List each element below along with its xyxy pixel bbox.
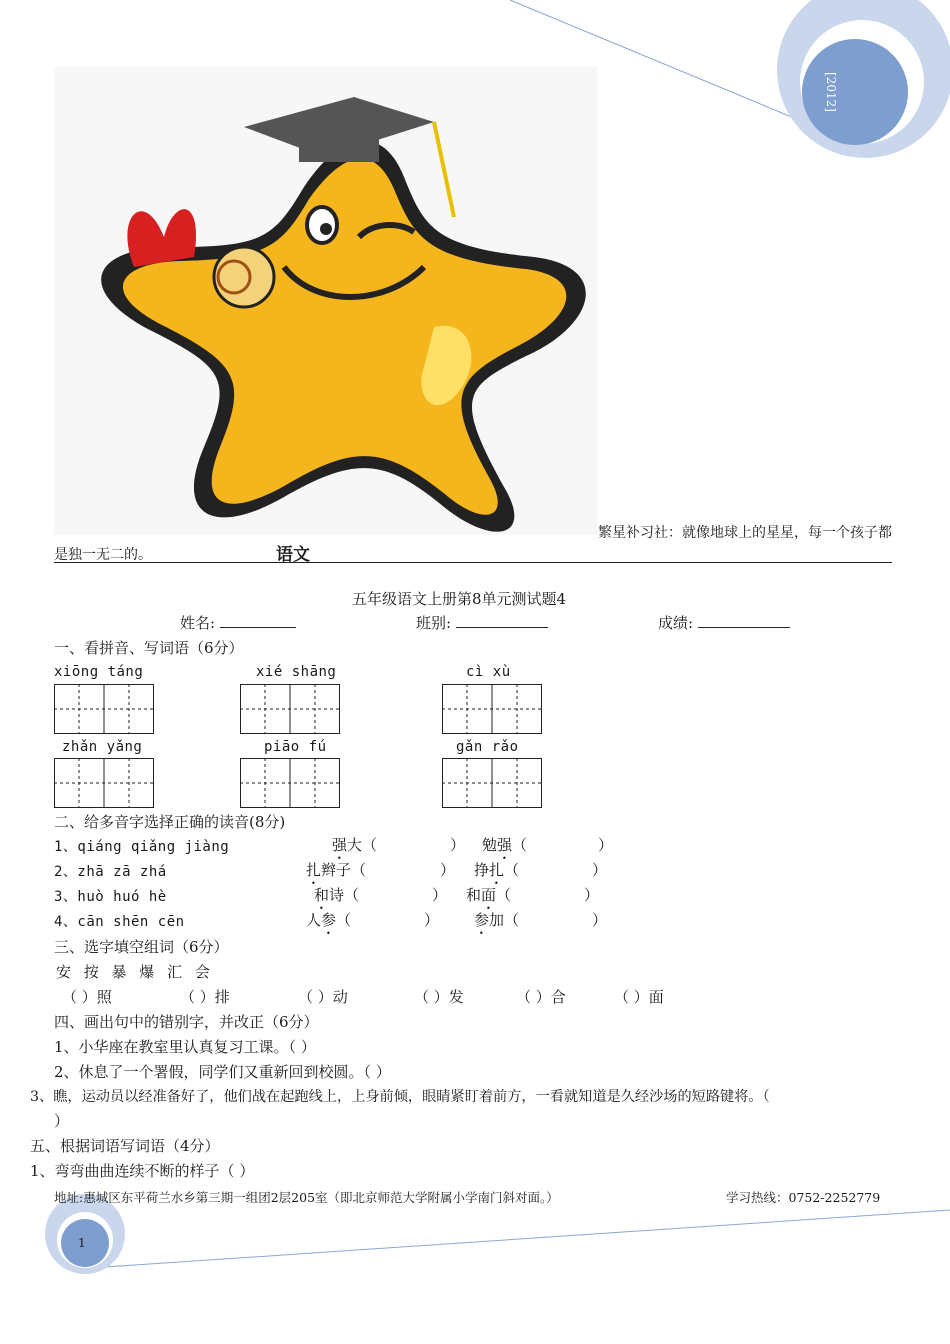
polyphone-close-4b: ）: [592, 911, 608, 929]
correction-sentence-1: 1、小华座在教室里认真复习工课。（ ）: [54, 1038, 316, 1056]
pinyin-1: xiōng táng: [54, 664, 144, 680]
word-rest: 辫子（: [321, 861, 367, 879]
section4-heading: 四、画出句中的错别字，并改正（6分）: [54, 1013, 319, 1031]
class-blank[interactable]: [456, 613, 548, 628]
motto-text-2: 是独一无二的。: [54, 547, 152, 563]
header-divider: [54, 562, 892, 563]
dotted-char: 参: [321, 911, 337, 929]
writing-grid-5[interactable]: [240, 758, 340, 808]
year-badge: [2012]: [824, 72, 838, 112]
dotted-char: 扎: [489, 861, 505, 879]
writing-grid-1[interactable]: [54, 684, 154, 734]
polyphone-label-2: 2、zhā zā zhá: [54, 864, 167, 880]
fill-blank-2[interactable]: （ ）排: [180, 988, 230, 1006]
name-field[interactable]: [180, 612, 296, 633]
polyphone-close-3a: ）: [432, 886, 448, 904]
section2-heading: 二、给多音字选择正确的读音(8分): [54, 813, 286, 831]
word-char: 和: [466, 886, 482, 904]
word-paren: （: [512, 836, 528, 854]
polyphone-close-4a: ）: [424, 911, 440, 929]
exam-title: 五年级语文上册第8单元测试题4: [352, 590, 567, 608]
class-field[interactable]: [416, 612, 548, 633]
page-number: 1: [78, 1236, 86, 1250]
writing-grid-3[interactable]: [442, 684, 542, 734]
char-options: 安 按 暴 爆 汇 会: [56, 963, 214, 981]
polyphone-label-3: 3、huò huó hè: [54, 889, 167, 905]
dotted-char: 强: [332, 836, 348, 854]
correction-sentence-3-end: ）: [54, 1112, 70, 1130]
word-char: 挣: [474, 861, 490, 879]
pinyin-5: piāo fú: [264, 739, 327, 755]
dotted-char: 和: [314, 886, 330, 904]
polyphone-word-4b: [474, 909, 519, 938]
polyphone-close-1b: ）: [598, 836, 614, 854]
name-blank[interactable]: [220, 613, 296, 628]
footer-address: 地址:惠城区东平荷兰水乡第三期一组团2层205室（即北京师范大学附属小学南门斜对面。）: [54, 1190, 559, 1205]
star-mascot-image: [54, 67, 597, 535]
pinyin-3: cì xù: [466, 664, 511, 680]
dotted-char: 参: [474, 911, 490, 929]
dotted-char: 扎: [306, 861, 322, 879]
dotted-char: 面: [481, 886, 497, 904]
polyphone-word-4a: [306, 909, 351, 938]
pinyin-4: zhǎn yǎng: [62, 739, 143, 755]
word-char: 人: [306, 911, 322, 929]
polyphone-close-1a: ）: [450, 836, 466, 854]
word-writing-1: 1、弯弯曲曲连续不断的样子（ ）: [30, 1162, 255, 1180]
word-paren: （: [496, 886, 512, 904]
word-rest: 加（: [489, 911, 520, 929]
fill-blank-6[interactable]: （ ）面: [614, 988, 664, 1006]
word-rest: 诗（: [329, 886, 360, 904]
polyphone-close-3b: ）: [584, 886, 600, 904]
dotted-char: 强: [497, 836, 513, 854]
fill-blank-1[interactable]: （ ）照: [62, 988, 112, 1006]
word-rest: 大（: [347, 836, 378, 854]
class-label: 班别:: [416, 614, 452, 632]
word-paren: （: [336, 911, 352, 929]
writing-grid-4[interactable]: [54, 758, 154, 808]
polyphone-label-4: 4、cān shēn cēn: [54, 914, 185, 930]
polyphone-close-2a: ）: [440, 861, 456, 879]
word-paren: （: [504, 861, 520, 879]
footer-hotline: 学习热线：0752-2252779: [726, 1190, 881, 1205]
fill-blank-3[interactable]: （ ）动: [298, 988, 348, 1006]
writing-grid-6[interactable]: [442, 758, 542, 808]
section5-heading: 五、根据词语写词语（4分）: [30, 1137, 220, 1155]
correction-sentence-3: 3、瞧，运动员以经准备好了，他们战在起跑线上，上身前倾，眼睛紧盯着前方，一看就知道是久经沙场的短路键将。（: [30, 1089, 770, 1105]
score-blank[interactable]: [698, 613, 790, 628]
polyphone-label-1: 1、qiáng qiǎng jiàng: [54, 839, 230, 855]
fill-blank-4[interactable]: （ ）发: [414, 988, 464, 1006]
section3-heading: 三、选字填空组词（6分）: [54, 938, 229, 956]
score-field[interactable]: [658, 612, 790, 633]
writing-grid-2[interactable]: [240, 684, 340, 734]
pinyin-6: gǎn rǎo: [456, 739, 519, 755]
name-label: 姓名:: [180, 614, 216, 632]
polyphone-close-2b: ）: [592, 861, 608, 879]
score-label: 成绩:: [658, 614, 694, 632]
subject-label: 语文: [276, 545, 310, 565]
section1-heading: 一、看拼音、写词语（6分）: [54, 639, 244, 657]
correction-sentence-2: 2、休息了一个署假，同学们又重新回到校圆。（ ）: [54, 1063, 391, 1081]
motto-text-1: 繁星补习社：就像地球上的星星，每一个孩子都: [598, 525, 892, 541]
pinyin-2: xié shāng: [256, 664, 337, 680]
word-char: 勉: [482, 836, 498, 854]
fill-blank-5[interactable]: （ ）合: [516, 988, 566, 1006]
